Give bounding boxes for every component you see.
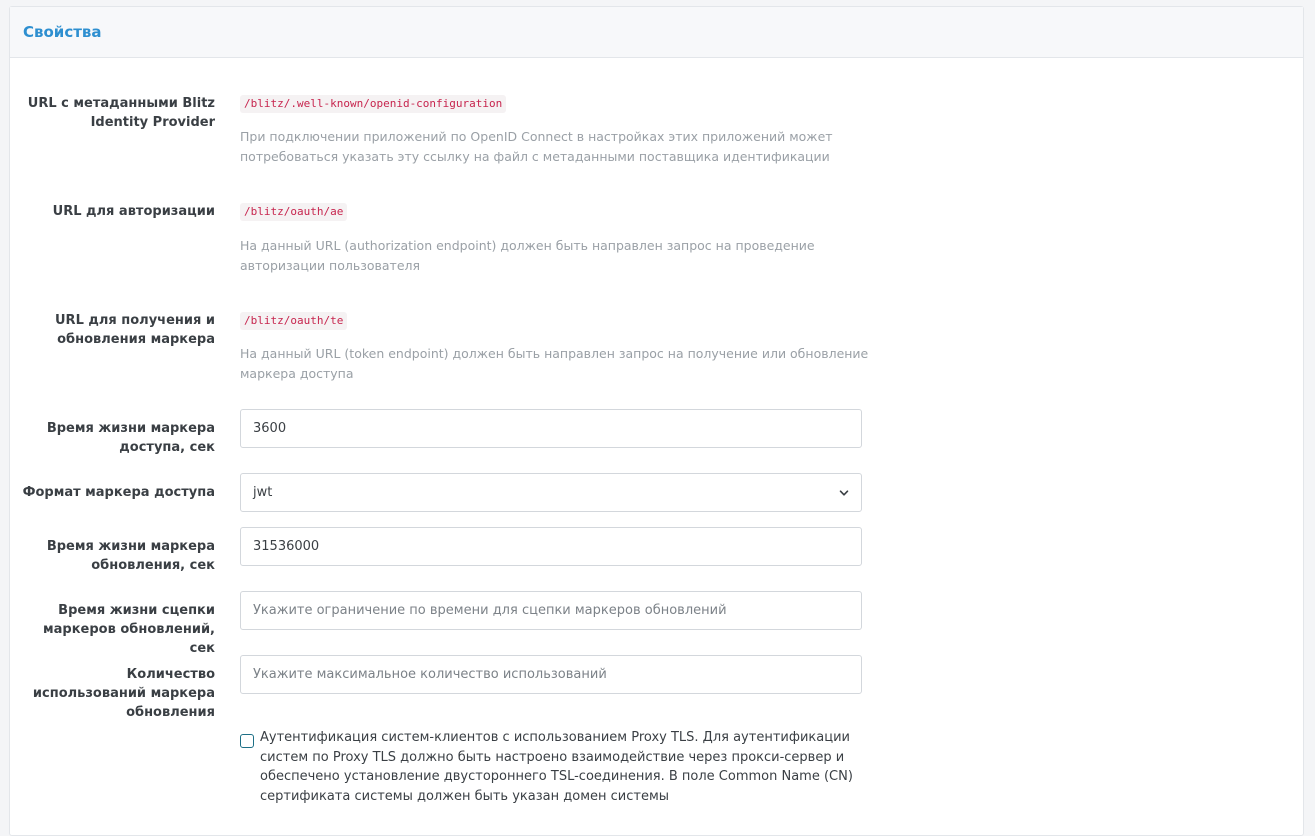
proxy-tls-label: Аутентификация систем-клиентов с использованием Proxy TLS. Для аутентификации систем по Proxy TLS должно быть настроено взаимодействие через прокси-сервер и обеспечено установление двустороннего TSL-соединения. В поле Common Name (CN) сертификата системы должен быть указан домен системы (260, 730, 853, 804)
metadata-url-value: /blitz/.well-known/openid-configuration (240, 95, 506, 113)
chevron-down-icon (839, 488, 849, 498)
access-token-format-value: jwt (253, 485, 273, 500)
token-url-help: На данный URL (token endpoint) должен быть направлен запрос на получение или обновление маркера доступа (240, 346, 869, 381)
token-url-label: URL для получения и обновления маркера (55, 313, 215, 347)
refresh-token-uses-input[interactable] (240, 655, 862, 694)
refresh-token-ttl-label: Время жизни маркера обновления, сек (46, 539, 215, 573)
refresh-chain-ttl-label: Время жизни сцепки маркеров обновлений, сек (43, 603, 215, 656)
refresh-token-uses-label: Количество использований маркера обновления (32, 667, 215, 720)
proxy-tls-checkbox[interactable] (240, 734, 254, 748)
refresh-token-ttl-input[interactable] (240, 527, 862, 566)
access-token-format-select[interactable] (240, 473, 862, 512)
access-token-format-label: Формат маркера доступа (22, 485, 215, 500)
auth-url-label: URL для авторизации (52, 204, 215, 219)
access-token-ttl-input[interactable] (240, 409, 862, 448)
auth-url-help: На данный URL (authorization endpoint) должен быть направлен запрос на проведение авторизации пользователя (240, 238, 815, 273)
refresh-chain-ttl-input[interactable] (240, 591, 862, 630)
properties-card (9, 6, 1304, 836)
token-url-value: /blitz/oauth/te (240, 312, 347, 330)
metadata-url-help: При подключении приложений по OpenID Connect в настройках этих приложений может потребоваться указать эту ссылку на файл с метаданными поставщика идентификации (240, 129, 833, 164)
metadata-url-label: URL с метаданными Blitz Identity Provider (27, 96, 215, 130)
card-header (10, 7, 1303, 58)
card-title: Свойства (23, 23, 102, 41)
auth-url-value: /blitz/oauth/ae (240, 203, 347, 221)
access-token-ttl-label: Время жизни маркера доступа, сек (46, 421, 215, 455)
